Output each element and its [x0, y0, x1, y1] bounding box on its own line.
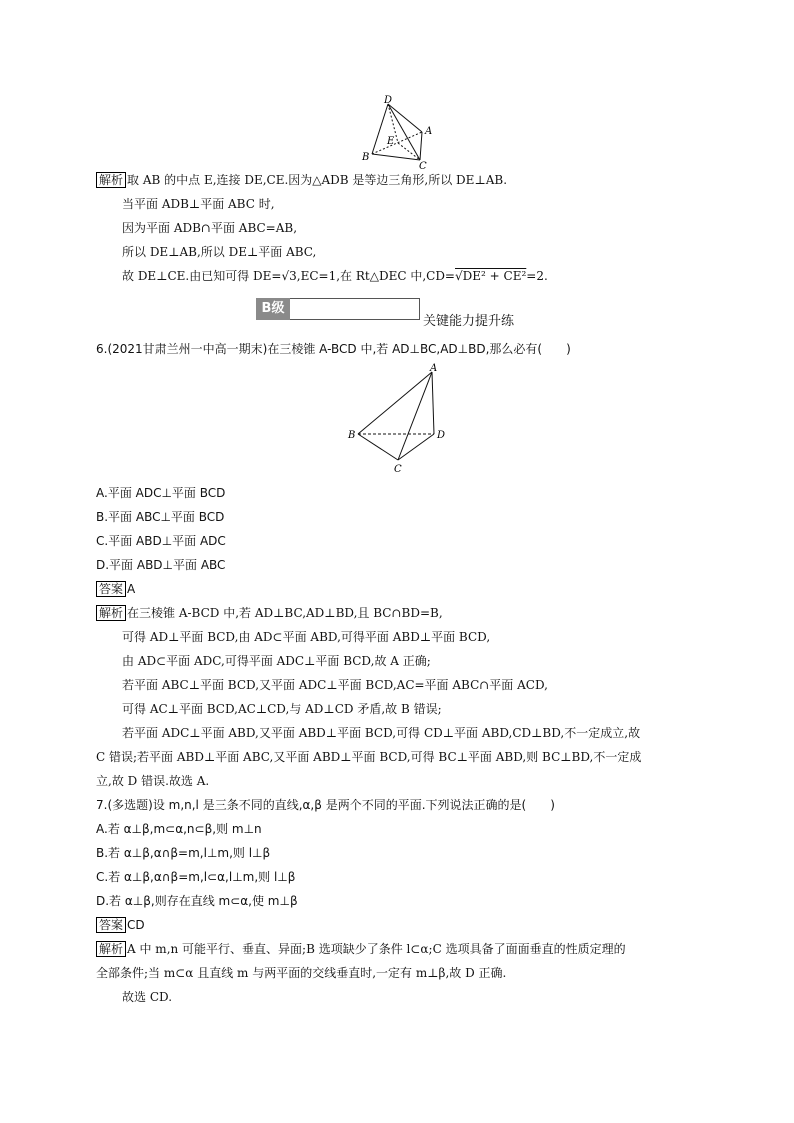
fig1-label-a: A	[425, 126, 433, 137]
q7-option-c: C.若 α⊥β,α∩β=m,l⊂α,l⊥m,则 l⊥β	[96, 870, 296, 884]
q7-option-d: D.若 α⊥β,则存在直线 m⊂α,使 m⊥β	[96, 894, 298, 908]
answer-tag: 答案	[96, 917, 126, 933]
fig2-label-d: D	[437, 430, 446, 441]
q6-sol-line-8: 立,故 D 错误.故选 A.	[96, 774, 210, 788]
sol5-line-2: 当平面 ADB⊥平面 ABC 时,	[122, 197, 275, 211]
q7-answer: 答案 CD	[96, 917, 734, 933]
q7-option-b: B.若 α⊥β,α∩β=m,l⊥m,则 l⊥β	[96, 846, 271, 860]
tetrahedron-figure-1	[360, 94, 440, 170]
sol5-line-1: 解析 取 AB 的中点 E,连接 DE,CE.因为△ADB 是等边三角形,所以 DE⊥AB.	[96, 172, 734, 188]
sol5-line-5: 故 DE⊥CE.由已知可得 DE=√3,EC=1,在 Rt△DEC 中,CD=√DE² + CE²=2.	[122, 269, 548, 283]
q6-sol-line-6: 若平面 ADC⊥平面 ABD,又平面 ABD⊥平面 BCD,可得 CD⊥平面 ABD,CD⊥BD,不一定成立,故	[122, 726, 641, 740]
level-frame	[290, 298, 420, 320]
fig2-label-a: A	[430, 363, 438, 374]
q6-option-c: C.平面 ABD⊥平面 ADC	[96, 534, 226, 548]
fig2-label-b: B	[348, 430, 356, 441]
q6-sol-line-7: C 错误;若平面 ABD⊥平面 ABC,又平面 ABD⊥平面 BCD,可得 BC⊥平面 ABD,则 BC⊥BD,不一定成	[96, 750, 642, 764]
q7-option-a: A.若 α⊥β,m⊂α,n⊂β,则 m⊥n	[96, 822, 262, 836]
fig1-label-c: C	[419, 161, 427, 170]
fig1-label-d: D	[384, 95, 393, 106]
solution-tag: 解析	[96, 941, 126, 957]
q6-sol-line-4: 若平面 ABC⊥平面 BCD,又平面 ADC⊥平面 BCD,AC=平面 ABC∩平面 ACD,	[122, 678, 548, 692]
q7-sol-line-3: 故选 CD.	[122, 990, 173, 1004]
q6-sol-line-2: 可得 AD⊥平面 BCD,由 AD⊂平面 ABD,可得平面 ABD⊥平面 BCD,	[122, 630, 491, 644]
fig2-label-c: C	[394, 464, 402, 474]
sqrt-expression: √DE² + CE²	[455, 269, 527, 283]
sqrt3: √3	[281, 269, 297, 283]
q6-option-b: B.平面 ABC⊥平面 BCD	[96, 510, 225, 524]
sol5-line-4: 所以 DE⊥AB,所以 DE⊥平面 ABC,	[122, 245, 317, 259]
sol5-line-3: 因为平面 ADB∩平面 ABC=AB,	[122, 221, 298, 235]
q6-answer: 答案 A	[96, 581, 734, 597]
q7-stem: 7.(多选题)设 m,n,l 是三条不同的直线,α,β 是两个不同的平面.下列说法正确的是( )	[96, 798, 555, 812]
q7-sol-line-1: 解析 A 中 m,n 可能平行、垂直、异面;B 选项缺少了条件 l⊂α;C 选项具备了面面垂直的性质定理的	[96, 941, 734, 957]
q6-stem: 6.(2021甘肃兰州一中高一期末)在三棱锥 A-BCD 中,若 AD⊥BC,AD⊥BD,那么必有( )	[96, 342, 571, 356]
fig1-label-b: B	[362, 152, 370, 163]
q6-sol-line-1: 解析 在三棱锥 A-BCD 中,若 AD⊥BC,AD⊥BD,且 BC∩BD=B,	[96, 605, 734, 621]
answer-tag: 答案	[96, 581, 126, 597]
q6-option-d: D.平面 ABD⊥平面 ABC	[96, 558, 226, 572]
solution-tag: 解析	[96, 605, 126, 621]
tetrahedron-figure-2	[346, 362, 456, 474]
q6-option-a: A.平面 ADC⊥平面 BCD	[96, 486, 226, 500]
q7-sol-line-2: 全部条件;当 m⊂α 且直线 m 与两平面的交线垂直时,一定有 m⊥β,故 D 正确.	[96, 966, 507, 980]
solution-tag: 解析	[96, 172, 126, 188]
level-title: 关键能力提升练	[423, 314, 515, 329]
level-badge: B级	[256, 298, 290, 320]
q6-sol-line-3: 由 AD⊂平面 ADC,可得平面 ADC⊥平面 BCD,故 A 正确;	[122, 654, 431, 668]
fig1-label-e: E	[387, 136, 395, 147]
q6-sol-line-5: 可得 AC⊥平面 BCD,AC⊥CD,与 AD⊥CD 矛盾,故 B 错误;	[122, 702, 442, 716]
